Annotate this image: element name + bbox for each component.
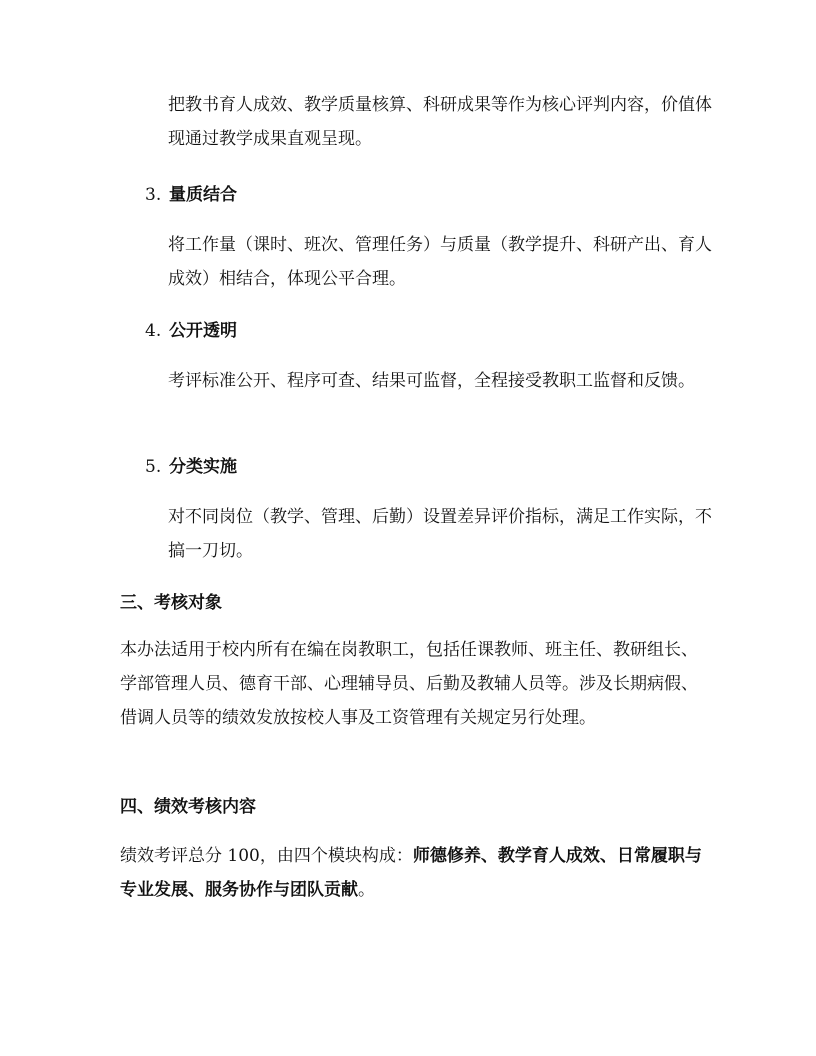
section-3-text: 本办法适用于校内所有在编在岗教职工，包括任课教师、班主任、教研组长、学部管理人员、德育干部、心理辅导员、后勤及教辅人员等。涉及长期病假、借调人员等的绩效发放按校人事及工资管理有关规定另行处理。 bbox=[120, 640, 698, 728]
item-5-number: 5. bbox=[145, 457, 162, 477]
section-4-text bbox=[120, 839, 710, 907]
item-5-title: 分类实施 bbox=[169, 457, 237, 477]
item-3-text: 将工作量（课时、班次、管理任务）与质量（教学提升、科研产出、育人成效）相结合，体现公平合理。 bbox=[168, 235, 712, 289]
item-4-number: 4. bbox=[145, 321, 162, 341]
item-4-title: 公开透明 bbox=[169, 321, 237, 341]
section-4-heading: 四、绩效考核内容 bbox=[120, 797, 256, 817]
intro-paragraph: 把教书育人成效、教学质量核算、科研成果等作为核心评判内容，价值体现通过教学成果直观呈现。 bbox=[168, 95, 712, 149]
section-3-heading: 三、考核对象 bbox=[120, 593, 222, 613]
item-5-text: 对不同岗位（教学、管理、后勤）设置差异评价指标，满足工作实际，不搞一刀切。 bbox=[168, 507, 712, 561]
section-4-modules: 师德修养、教学育人成效、日常履职与专业发展、服务协作与团队贡献 bbox=[120, 846, 702, 900]
item-4-text: 考评标准公开、程序可查、结果可监督，全程接受教职工监督和反馈。 bbox=[168, 371, 695, 391]
item-4-heading bbox=[145, 314, 237, 348]
item-3-heading bbox=[145, 178, 237, 212]
section-4-text-end: 。 bbox=[358, 880, 375, 900]
item-5-heading bbox=[145, 450, 237, 484]
item-3-title: 量质结合 bbox=[169, 185, 237, 205]
section-4-text-lead: 绩效考评总分 100，由四个模块构成： bbox=[120, 846, 413, 866]
item-3-number: 3. bbox=[145, 185, 162, 205]
